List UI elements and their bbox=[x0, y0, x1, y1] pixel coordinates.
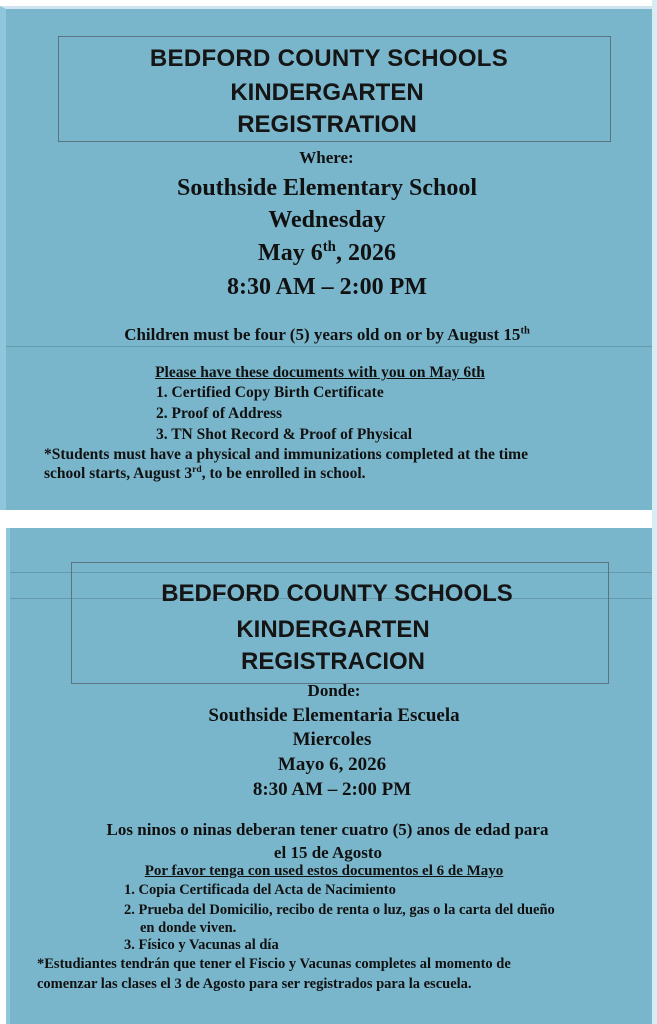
english-note-line2-sup: rd bbox=[192, 463, 202, 475]
english-time: 8:30 AM – 2:00 PM bbox=[227, 274, 427, 300]
english-note-line2 bbox=[44, 465, 366, 483]
spanish-doc-item-2-cont: en donde viven. bbox=[140, 920, 237, 936]
english-age-sup: th bbox=[520, 325, 530, 337]
spanish-doc-item-3: 3. Físico y Vacunas al día bbox=[124, 937, 279, 953]
spanish-age-line1: Los ninos o ninas deberan tener cuatro (5) anos de edad para bbox=[106, 820, 549, 839]
spanish-date: Mayo 6, 2026 bbox=[277, 754, 387, 775]
spanish-title-line1: BEDFORD COUNTY SCHOOLS bbox=[161, 580, 513, 607]
english-day: Wednesday bbox=[268, 207, 386, 233]
spanish-flyer bbox=[6, 528, 652, 1024]
spanish-title-line3: REGISTRACION bbox=[240, 648, 425, 675]
spanish-time: 8:30 AM – 2:00 PM bbox=[252, 779, 412, 800]
english-note-line2-b: , to be enrolled in school. bbox=[201, 465, 366, 482]
english-age-requirement bbox=[2, 325, 652, 345]
english-doc-item-3: 3. TN Shot Record & Proof of Physical bbox=[156, 426, 413, 443]
spanish-where-label: Donde: bbox=[307, 681, 361, 700]
english-date-sup: th bbox=[322, 239, 336, 255]
english-docs-heading: Please have these documents with you on May 6th bbox=[155, 364, 485, 381]
spanish-note-line1: *Estudiantes tendrán que tener el Fiscio y Vacunas completes al momento de bbox=[37, 956, 511, 972]
spanish-school-name: Southside Elementaria Escuela bbox=[208, 705, 460, 726]
english-date bbox=[2, 240, 652, 267]
english-note-line1: *Students must have a physical and immunizations completed at the time bbox=[44, 446, 528, 463]
spanish-doc-item-1: 1. Copia Certificada del Acta de Nacimiento bbox=[124, 882, 396, 898]
spanish-day: Miercoles bbox=[292, 729, 372, 750]
english-note-line2-a: school starts, August 3 bbox=[44, 465, 193, 482]
spanish-title-line2: KINDERGARTEN bbox=[236, 616, 430, 643]
english-where-label: Where: bbox=[299, 148, 354, 167]
english-age-text: Children must be four (5) years old on or by August 15 bbox=[124, 325, 521, 344]
spanish-doc-item-2: 2. Prueba del Domicilio, recibo de renta o luz, gas o la carta del dueño bbox=[124, 902, 555, 918]
english-date-year: , 2026 bbox=[335, 240, 396, 266]
english-school-name: Southside Elementary School bbox=[176, 175, 478, 201]
spanish-note-line2: comenzar las clases el 3 de Agosto para ser registrados para la escuela. bbox=[37, 976, 472, 992]
scan-edge-strip bbox=[652, 0, 657, 1024]
english-title-line3: REGISTRATION bbox=[237, 111, 417, 138]
spanish-docs-heading: Por favor tenga con used estos documentos el 6 de Mayo bbox=[144, 863, 504, 879]
scan-line bbox=[6, 346, 652, 347]
english-title-line2: KINDERGARTEN bbox=[230, 79, 424, 106]
english-doc-item-1: 1. Certified Copy Birth Certificate bbox=[156, 384, 384, 401]
english-doc-item-2: 2. Proof of Address bbox=[156, 405, 283, 422]
english-date-text: May 6 bbox=[258, 240, 323, 266]
english-flyer bbox=[0, 6, 652, 510]
english-title-line1: BEDFORD COUNTY SCHOOLS bbox=[149, 45, 509, 72]
spanish-age-line2: el 15 de Agosto bbox=[273, 843, 383, 862]
